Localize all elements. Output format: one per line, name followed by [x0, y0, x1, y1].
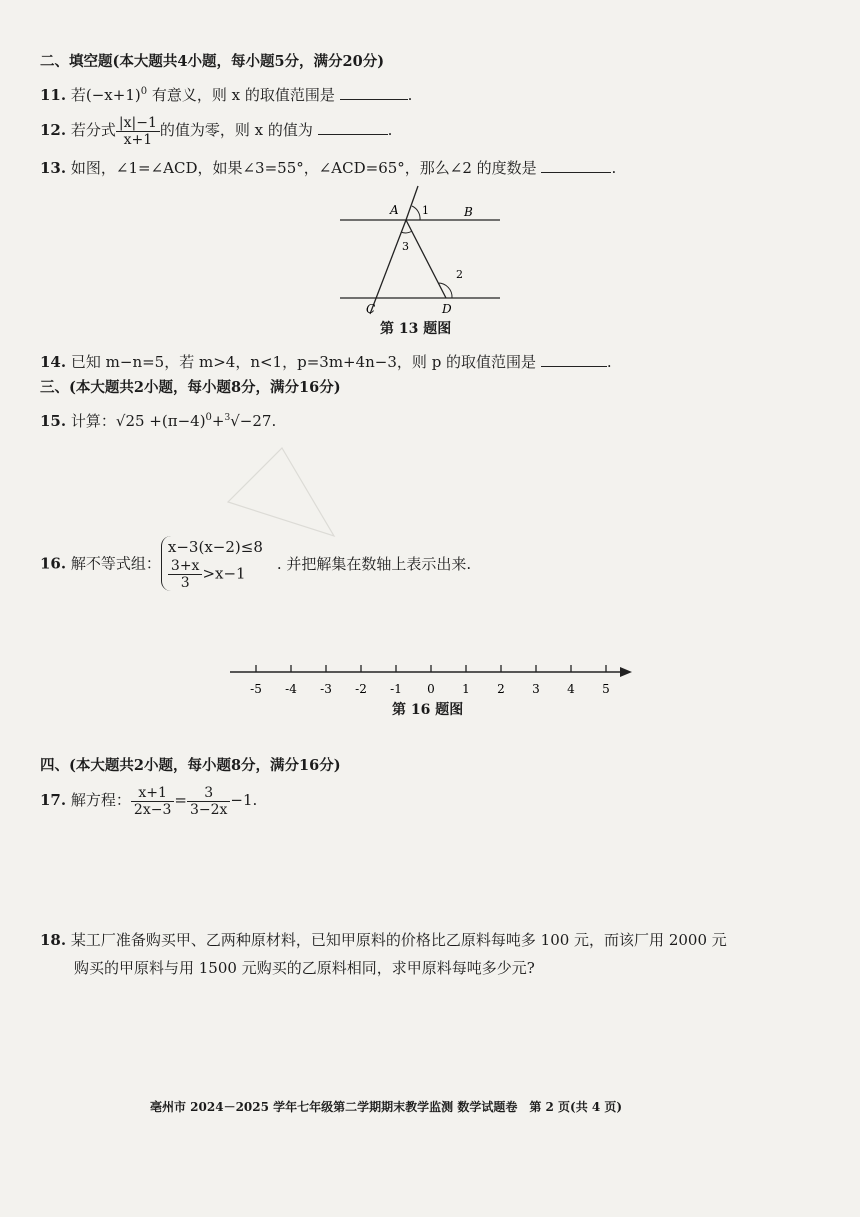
line-ac: [370, 220, 406, 314]
fraction-numerator: x+1: [131, 785, 174, 802]
question-number: 15.: [40, 412, 67, 430]
section-3-header: 三、(本大题共2小题，每小题8分，满分16分): [40, 379, 341, 396]
arrow-right-icon: [620, 667, 632, 677]
tick-label: 0: [427, 682, 435, 696]
question-number: 14.: [40, 353, 67, 371]
question-end: .: [407, 86, 413, 104]
question-15-pre: 计算：√25 +(π−4): [70, 412, 206, 430]
section-4-header: 四、(本大题共2小题，每小题8分，满分16分): [40, 757, 341, 774]
question-13: [40, 156, 616, 178]
inequality-1: x−3(x−2)≤8: [167, 538, 263, 556]
answer-blank[interactable]: [541, 350, 607, 367]
fraction-denominator: x+1: [123, 131, 153, 148]
tick-label: -4: [285, 682, 297, 696]
question-15-cube-root: √−27: [230, 412, 272, 430]
line-extension: [406, 186, 418, 220]
angle-3-arc: [401, 231, 412, 233]
tick-label: -1: [390, 682, 402, 696]
tick-label: 5: [602, 682, 610, 696]
fraction-numerator: 3+x: [168, 558, 203, 575]
tick-label: -2: [355, 682, 367, 696]
fraction-denominator: 2x−3: [133, 801, 172, 818]
question-14: [40, 350, 612, 372]
tick-label: 4: [567, 682, 575, 696]
question-number: 16.: [40, 554, 67, 573]
page-footer: 亳州市 2024－2025 学年七年级第二学期期末教学监测 数学试题卷 第 2 页(共 4 页): [150, 1100, 623, 1114]
question-end: .: [387, 121, 393, 139]
label-angle-1: 1: [422, 204, 429, 217]
label-c: C: [366, 302, 376, 316]
question-11: [40, 82, 412, 105]
question-18-line-1: 某工厂准备购买甲、乙两种原材料，已知甲原料的价格比乙原料每吨多 100 元，而该厂用 2000 元: [70, 931, 727, 949]
question-11-pre: 若(−x+1): [70, 86, 141, 104]
question-end: .: [271, 412, 277, 430]
section-2-header: 二、填空题(本大题共4小题，每小题5分，满分20分): [40, 53, 385, 70]
question-number: 17.: [40, 791, 67, 809]
answer-blank[interactable]: [340, 83, 408, 100]
tick-label: 2: [497, 682, 505, 696]
label-angle-2: 2: [456, 268, 463, 281]
cube-root-index: 3: [224, 413, 231, 423]
question-15: [40, 408, 276, 431]
rhs-fraction: [187, 785, 230, 818]
question-17: [40, 782, 257, 818]
label-b: B: [464, 205, 473, 219]
question-12-post: 的值为零，则 x 的值为: [159, 121, 313, 139]
question-number: 11.: [40, 86, 67, 104]
line-ad: [406, 220, 446, 298]
question-16: [40, 536, 471, 591]
answer-blank[interactable]: [541, 156, 611, 173]
question-14-text: 已知 m−n=5，若 m>4，n<1，p=3m+4n−3，则 p 的取值范围是: [70, 353, 537, 371]
question-17-pre: 解方程：: [70, 791, 131, 809]
question-13-text: 如图，∠1=∠ACD，如果∠3=55°，∠ACD=65°，那么∠2 的度数是: [70, 159, 537, 177]
label-a: A: [390, 203, 399, 217]
question-16-post: . 并把解集在数轴上表示出来.: [276, 554, 472, 573]
question-12: [40, 112, 392, 148]
tick-label: 3: [532, 682, 540, 696]
question-11-exponent: 0: [140, 86, 148, 97]
question-15-plus: +: [211, 412, 225, 430]
question-end: .: [606, 353, 612, 371]
lhs-fraction: [131, 785, 174, 818]
number-line[interactable]: [226, 660, 636, 700]
question-18: [40, 930, 727, 950]
figure-13-diagram: [330, 178, 510, 318]
question-number: 18.: [40, 931, 67, 949]
fraction-denominator: 3−2x: [189, 801, 228, 818]
fraction-numerator: |x|−1: [116, 115, 160, 132]
question-number: 12.: [40, 121, 67, 139]
question-number: 13.: [40, 159, 67, 177]
question-18-line-2: 购买的甲原料与用 1500 元购买的乙原料相同，求甲原料每吨多少元?: [74, 959, 535, 977]
figure-16-caption: 第 16 题图: [392, 702, 464, 718]
angle-1-arc: [412, 206, 420, 220]
question-12-pre: 若分式: [70, 121, 116, 139]
question-11-post: 有意义，则 x 的取值范围是: [147, 86, 335, 104]
inequality-system: [161, 536, 263, 591]
equals-sign: =: [174, 791, 187, 809]
inequality-2-rest: >x−1: [202, 564, 246, 583]
label-d: D: [442, 302, 452, 316]
answer-blank[interactable]: [318, 118, 388, 135]
tick-label: -5: [250, 682, 262, 696]
question-15-exponent: 0: [205, 412, 212, 423]
figure-13-caption: 第 13 题图: [380, 321, 452, 337]
tick-label: -3: [320, 682, 332, 696]
question-16-pre: 解不等式组：: [70, 554, 161, 573]
tick-label: 1: [462, 682, 470, 696]
question-12-fraction: [116, 115, 160, 148]
question-17-post: −1.: [230, 791, 258, 809]
question-end: .: [611, 159, 617, 177]
inequality-2: [168, 558, 263, 591]
fraction-denominator: 3: [180, 575, 190, 591]
bleed-through-shape: [222, 440, 362, 550]
fraction-numerator: 3: [187, 785, 230, 802]
label-angle-3: 3: [402, 240, 409, 253]
